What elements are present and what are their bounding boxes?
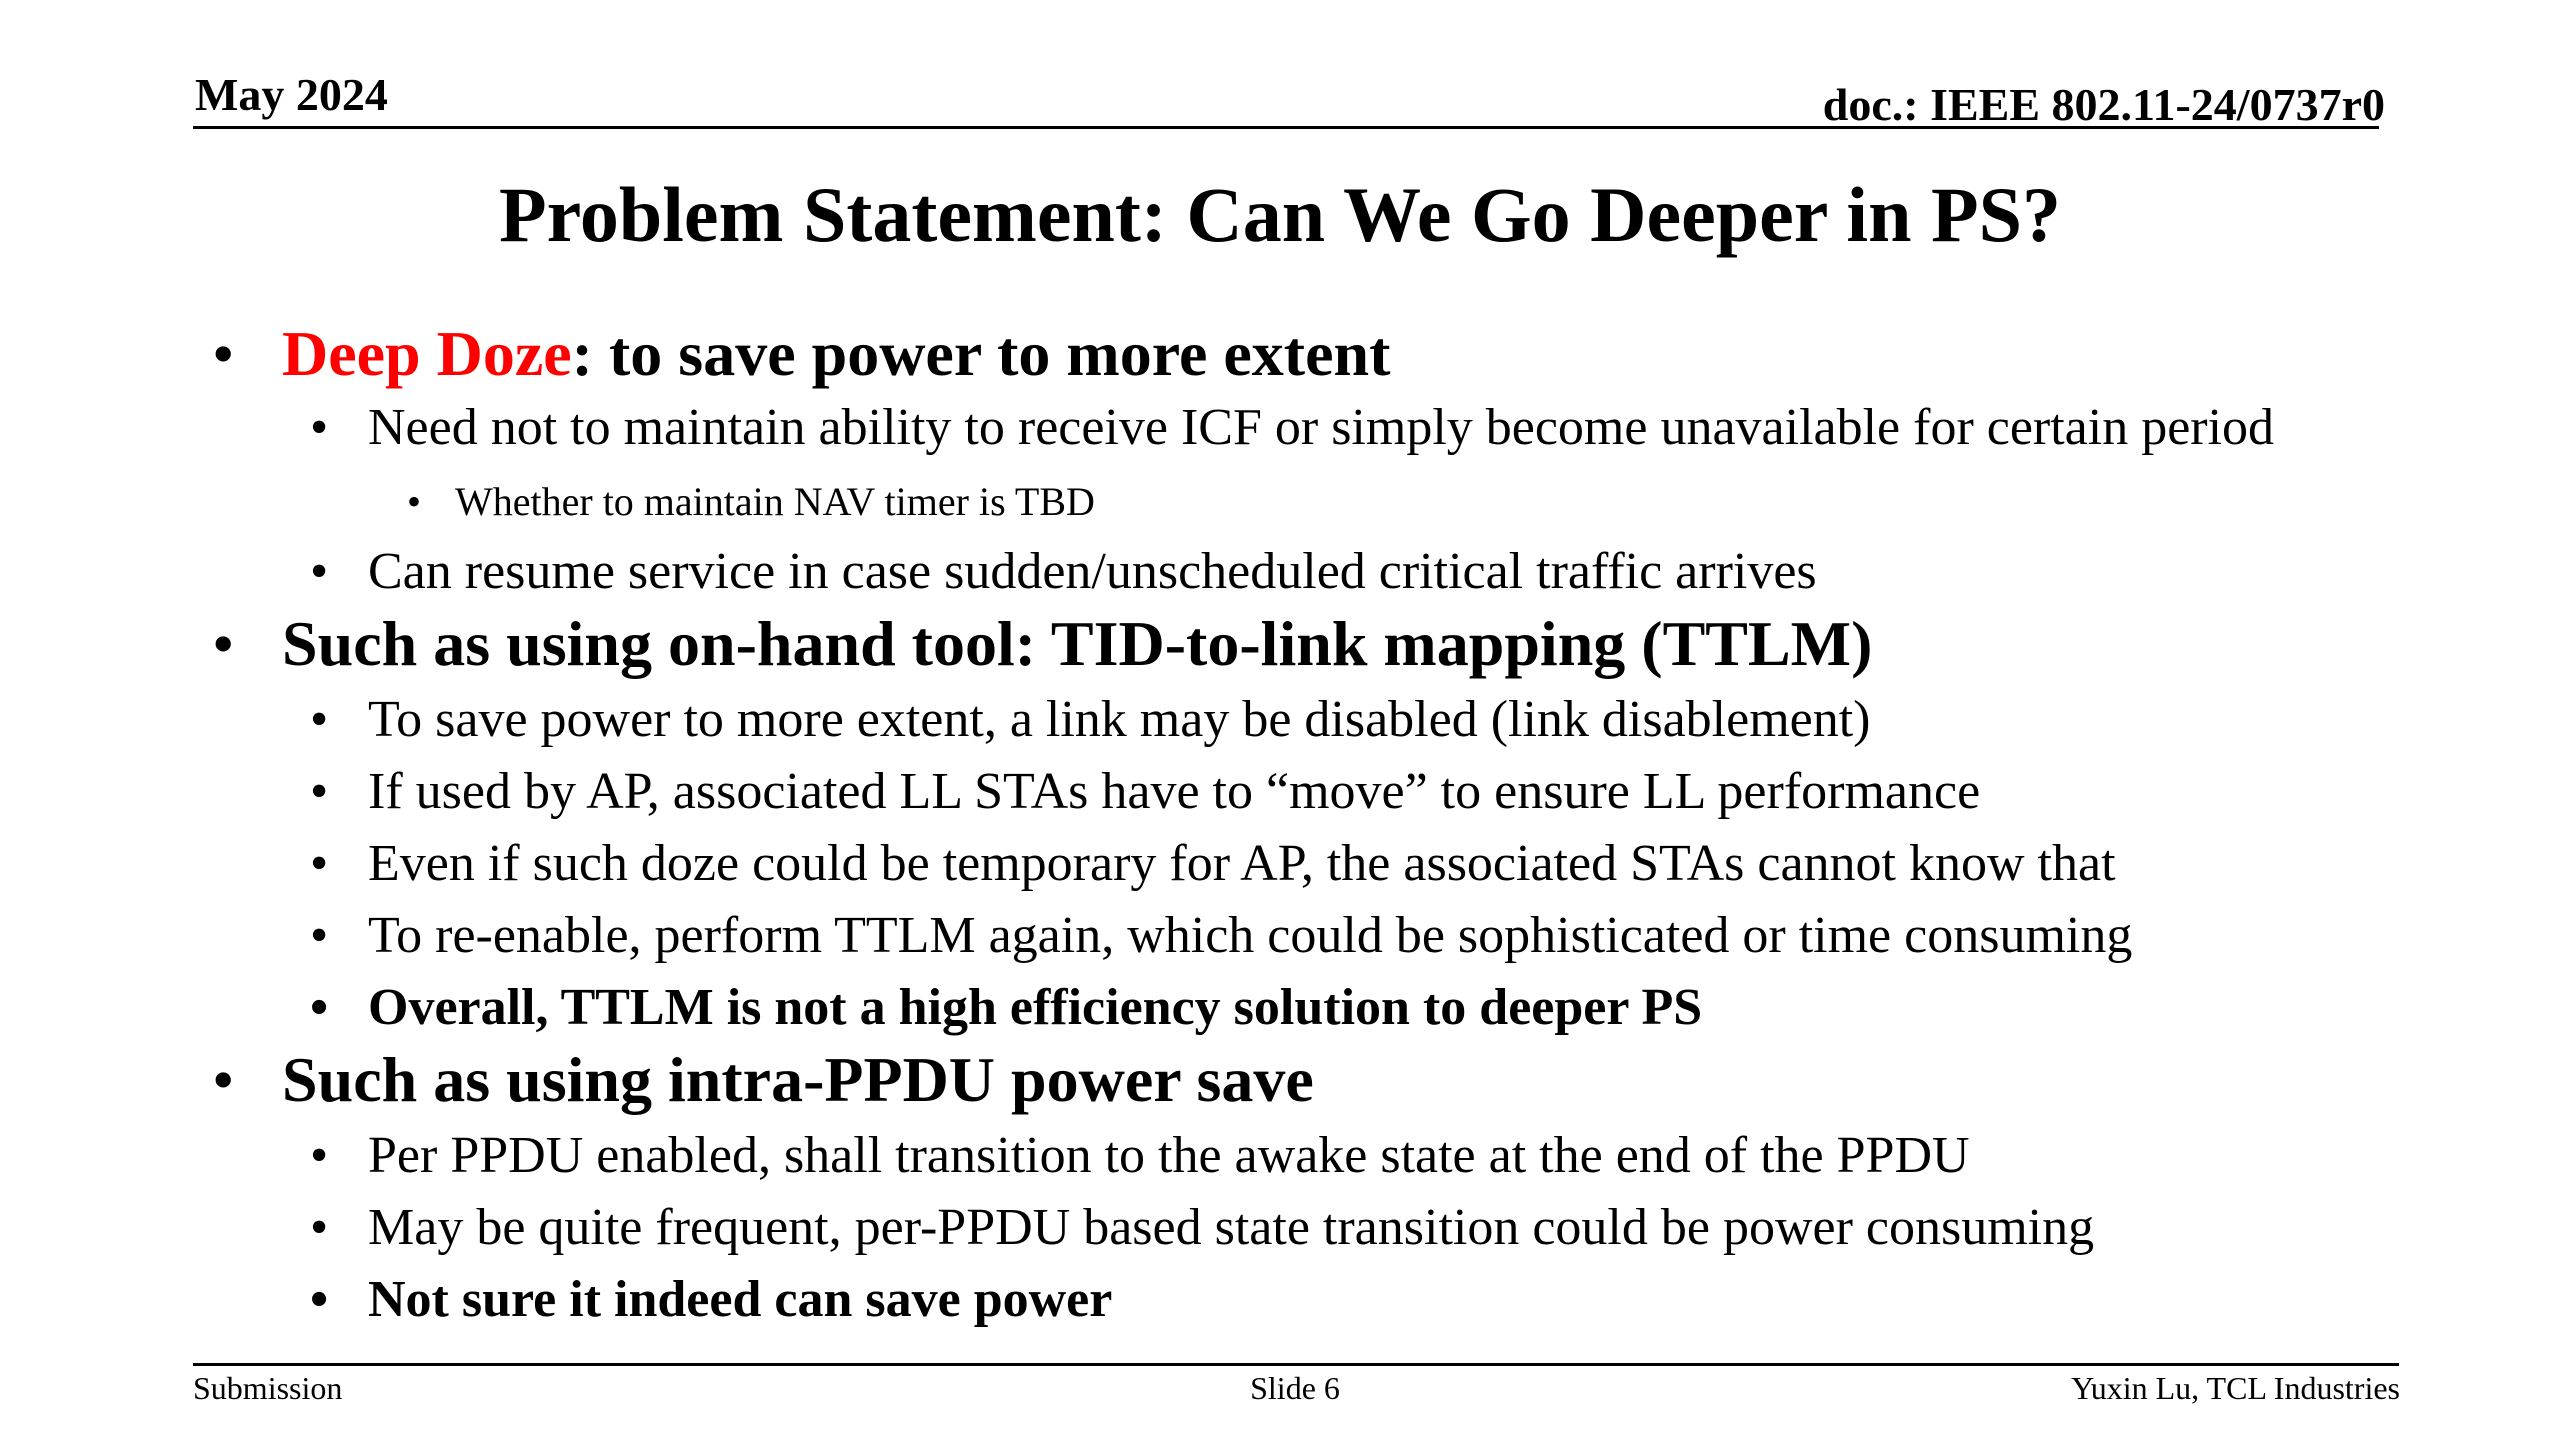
bullet-icon: • [310, 543, 329, 600]
slide-title: Problem Statement: Can We Go Deeper in PS? [498, 171, 2062, 258]
header-date: May 2024 [195, 69, 388, 120]
bullet-icon: • [310, 907, 329, 964]
footer-slide-number: Slide 6 [1250, 1370, 1340, 1406]
bullet-icon: • [310, 835, 329, 892]
bullet-icon: • [212, 318, 235, 389]
header-divider [193, 126, 2379, 129]
bullet-text: Even if such doze could be temporary for AP, the associated STAs cannot know that [368, 835, 2116, 892]
bullet-text: May be quite frequent, per-PPDU based state transition could be power consuming [368, 1199, 2095, 1256]
bullet-text: Can resume service in case sudden/unscheduled critical traffic arrives [368, 543, 1817, 600]
bullet-text: : to save power to more extent [571, 318, 1391, 389]
deep-doze-term: Deep Doze [282, 318, 572, 389]
bullet-need-not-maintain [310, 399, 2275, 456]
bullet-text: If used by AP, associated LL STAs have to “move” to ensure LL performance [368, 763, 1981, 820]
bullet-re-enable [310, 907, 2133, 964]
bullet-text: Overall, TTLM is not a high efficiency solution to deeper PS [368, 979, 1703, 1036]
bullet-frequent-transition [310, 1199, 2095, 1256]
bullet-text: Need not to maintain ability to receive ICF or simply become unavailable for certain period [368, 399, 2275, 456]
bullet-text: Whether to maintain NAV timer is TBD [455, 479, 1095, 524]
bullet-deep-doze [212, 318, 1391, 389]
bullet-text: Per PPDU enabled, shall transition to the awake state at the end of the PPDU [368, 1127, 1970, 1184]
bullet-icon: • [310, 979, 329, 1036]
bullet-text: Such as using intra-PPDU power save [282, 1044, 1314, 1115]
bullet-icon: • [212, 1044, 235, 1115]
bullet-icon: • [310, 763, 329, 820]
bullet-icon: • [212, 608, 235, 679]
bullet-ll-stas-move [310, 763, 1981, 820]
bullet-resume-service [310, 543, 1817, 600]
footer-author: Yuxin Lu, TCL Industries [2071, 1370, 2400, 1406]
bullet-icon: • [407, 479, 422, 524]
bullet-ttlm-conclusion [310, 979, 1703, 1036]
bullet-ttlm [212, 608, 1873, 679]
bullet-per-ppdu-enabled [310, 1127, 1970, 1184]
bullet-text: To re-enable, perform TTLM again, which could be sophisticated or time consuming [368, 907, 2133, 964]
bullet-icon: • [310, 691, 329, 748]
bullet-intra-ppdu [212, 1044, 1314, 1115]
bullet-text: Such as using on-hand tool: TID-to-link mapping (TTLM) [282, 608, 1873, 679]
bullet-nav-timer [407, 479, 1095, 524]
bullet-text: Not sure it indeed can save power [368, 1271, 1113, 1328]
bullet-icon: • [310, 399, 329, 456]
footer-divider [193, 1363, 2399, 1366]
bullet-intra-ppdu-conclusion [310, 1271, 1113, 1328]
bullet-temporary-doze [310, 835, 2116, 892]
footer-submission: Submission [193, 1370, 343, 1406]
bullet-icon: • [310, 1271, 329, 1328]
bullet-link-disable [310, 691, 1871, 748]
bullet-icon: • [310, 1199, 329, 1256]
bullet-text: To save power to more extent, a link may be disabled (link disablement) [368, 691, 1871, 748]
header-doc-id: doc.: IEEE 802.11-24/0737r0 [1822, 79, 2385, 130]
bullet-icon: • [310, 1127, 329, 1184]
